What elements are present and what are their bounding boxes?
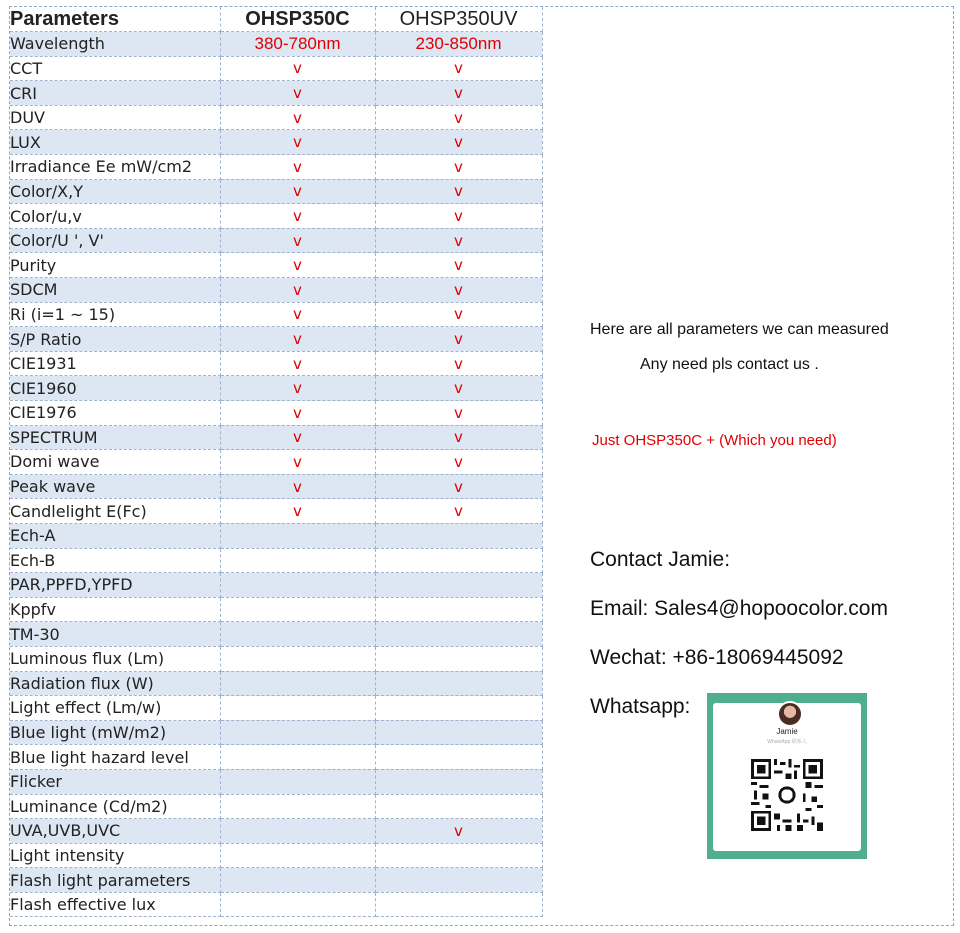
row-label: Blue light hazard level — [10, 745, 220, 770]
row-label: SDCM — [10, 278, 220, 303]
ohsp350c-mark — [220, 819, 375, 844]
ohsp350c-mark: v — [220, 401, 375, 426]
ohsp350uv-mark — [375, 646, 542, 671]
ohsp350uv-mark — [375, 892, 542, 917]
qr-contact-name: Jamie — [776, 727, 798, 736]
table-row — [10, 155, 542, 180]
row-label: Purity — [10, 253, 220, 278]
ohsp350c-mark — [220, 573, 375, 598]
ohsp350c-mark — [220, 548, 375, 573]
row-label: Light intensity — [10, 843, 220, 868]
table-row — [10, 499, 542, 524]
row-label: UVA,UVB,UVC — [10, 819, 220, 844]
ohsp350c-mark: v — [220, 179, 375, 204]
contact-heading: Contact Jamie: — [590, 548, 731, 571]
ohsp350uv-mark — [375, 523, 542, 548]
wavelength-ohsp350uv: 230-850nm — [375, 32, 542, 57]
ohsp350uv-mark: v — [375, 179, 542, 204]
ohsp350c-mark — [220, 745, 375, 770]
table-row — [10, 794, 542, 819]
table-row — [10, 892, 542, 917]
table-header-row — [10, 7, 542, 32]
ohsp350uv-mark: v — [375, 56, 542, 81]
table-row — [10, 548, 542, 573]
row-label: CRI — [10, 81, 220, 106]
ohsp350c-mark — [220, 769, 375, 794]
whatsapp-label: Whatsapp: — [590, 695, 691, 718]
row-label: Flicker — [10, 769, 220, 794]
ohsp350c-mark — [220, 671, 375, 696]
ohsp350c-mark — [220, 843, 375, 868]
table-row — [10, 646, 542, 671]
ohsp350uv-mark — [375, 671, 542, 696]
table-row — [10, 622, 542, 647]
row-label: Light effect (Lm/w) — [10, 696, 220, 721]
table-row — [10, 327, 542, 352]
row-label: TM-30 — [10, 622, 220, 647]
table-row — [10, 401, 542, 426]
table-row — [10, 523, 542, 548]
all-parameters-note: Here are all parameters we can measured — [590, 321, 889, 338]
table-row — [10, 720, 542, 745]
row-label: Radiation flux (W) — [10, 671, 220, 696]
row-label: Blue light (mW/m2) — [10, 720, 220, 745]
whatsapp-qr-card[interactable] — [707, 693, 867, 859]
table-row — [10, 671, 542, 696]
table-row — [10, 179, 542, 204]
ohsp350uv-mark: v — [375, 228, 542, 253]
table-row — [10, 105, 542, 130]
qr-card-inner — [713, 703, 861, 851]
ohsp350uv-mark — [375, 720, 542, 745]
ohsp350c-mark — [220, 646, 375, 671]
contact-us-note: Any need pls contact us . — [640, 356, 819, 373]
table-row — [10, 769, 542, 794]
ohsp350c-mark: v — [220, 376, 375, 401]
ohsp350uv-mark: v — [375, 278, 542, 303]
ohsp350uv-mark — [375, 696, 542, 721]
row-label: Kppfv — [10, 597, 220, 622]
table-row — [10, 597, 542, 622]
ohsp350uv-mark: v — [375, 401, 542, 426]
row-label: S/P Ratio — [10, 327, 220, 352]
table-row — [10, 425, 542, 450]
qr-contact-subtitle: WhatsApp 联系人 — [767, 739, 807, 745]
row-label: Flash effective lux — [10, 892, 220, 917]
table-row — [10, 376, 542, 401]
table-row — [10, 81, 542, 106]
wavelength-ohsp350c: 380-780nm — [220, 32, 375, 57]
ohsp350c-mark: v — [220, 327, 375, 352]
header-ohsp350c: OHSP350C — [220, 7, 375, 32]
ohsp350c-mark — [220, 868, 375, 893]
ohsp350uv-mark: v — [375, 81, 542, 106]
ohsp350uv-mark: v — [375, 253, 542, 278]
ohsp350uv-mark: v — [375, 376, 542, 401]
ohsp350uv-mark — [375, 622, 542, 647]
ohsp350uv-mark — [375, 868, 542, 893]
ohsp350uv-mark — [375, 548, 542, 573]
ohsp350uv-mark: v — [375, 474, 542, 499]
wavelength-row — [10, 32, 542, 57]
row-label: LUX — [10, 130, 220, 155]
ohsp350uv-mark — [375, 597, 542, 622]
ohsp350c-mark — [220, 696, 375, 721]
row-label: Wavelength — [10, 32, 220, 57]
row-label: CCT — [10, 56, 220, 81]
ohsp350c-mark: v — [220, 130, 375, 155]
header-parameters: Parameters — [10, 7, 220, 32]
table-row — [10, 573, 542, 598]
table-row — [10, 696, 542, 721]
ohsp350c-mark: v — [220, 105, 375, 130]
ohsp350uv-mark: v — [375, 450, 542, 475]
table-row — [10, 302, 542, 327]
row-label: Luminance (Cd/m2) — [10, 794, 220, 819]
ohsp350c-mark — [220, 597, 375, 622]
row-label: PAR,PPFD,YPFD — [10, 573, 220, 598]
table-row — [10, 351, 542, 376]
ohsp350c-mark: v — [220, 474, 375, 499]
ohsp350c-mark — [220, 622, 375, 647]
ohsp350uv-mark — [375, 794, 542, 819]
table-row — [10, 204, 542, 229]
ohsp350c-mark: v — [220, 425, 375, 450]
ohsp350c-mark: v — [220, 155, 375, 180]
row-label: Flash light parameters — [10, 868, 220, 893]
row-label: Color/X,Y — [10, 179, 220, 204]
email-line[interactable]: Email: Sales4@hopoocolor.com — [590, 597, 888, 620]
parameters-table — [10, 7, 543, 917]
ohsp350c-mark: v — [220, 450, 375, 475]
row-label: CIE1931 — [10, 351, 220, 376]
ohsp350uv-mark — [375, 843, 542, 868]
table-row — [10, 253, 542, 278]
row-label: Ech-B — [10, 548, 220, 573]
table-row — [10, 819, 542, 844]
ohsp350c-mark: v — [220, 278, 375, 303]
row-label: Ech-A — [10, 523, 220, 548]
ohsp350uv-mark: v — [375, 425, 542, 450]
avatar — [777, 701, 803, 727]
row-label: SPECTRUM — [10, 425, 220, 450]
ohsp350c-mark — [220, 720, 375, 745]
ohsp350uv-mark: v — [375, 105, 542, 130]
ohsp350c-mark — [220, 892, 375, 917]
ohsp350uv-mark: v — [375, 499, 542, 524]
row-label: Color/U ', V' — [10, 228, 220, 253]
table-row — [10, 450, 542, 475]
row-label: Candlelight E(Fc) — [10, 499, 220, 524]
ohsp350uv-mark — [375, 745, 542, 770]
row-label: Domi wave — [10, 450, 220, 475]
table-row — [10, 228, 542, 253]
table-row — [10, 474, 542, 499]
table-row — [10, 868, 542, 893]
ohsp350uv-mark: v — [375, 351, 542, 376]
row-label: CIE1976 — [10, 401, 220, 426]
ohsp350c-mark: v — [220, 56, 375, 81]
row-label: Luminous flux (Lm) — [10, 646, 220, 671]
ohsp350uv-mark: v — [375, 327, 542, 352]
table-row — [10, 278, 542, 303]
ohsp350uv-mark: v — [375, 130, 542, 155]
ohsp350c-mark: v — [220, 499, 375, 524]
ohsp350uv-mark: v — [375, 819, 542, 844]
row-label: Color/u,v — [10, 204, 220, 229]
wechat-line: Wechat: +86-18069445092 — [590, 646, 844, 669]
table-row — [10, 130, 542, 155]
ohsp350c-mark: v — [220, 204, 375, 229]
row-label: DUV — [10, 105, 220, 130]
row-label: CIE1960 — [10, 376, 220, 401]
ohsp350c-mark: v — [220, 253, 375, 278]
table-row — [10, 843, 542, 868]
row-label: Irradiance Ee mW/cm2 — [10, 155, 220, 180]
ohsp350uv-mark — [375, 573, 542, 598]
recommendation-note: Just OHSP350C + (Which you need) — [592, 432, 837, 449]
ohsp350uv-mark — [375, 769, 542, 794]
ohsp350uv-mark: v — [375, 302, 542, 327]
qr-code-icon — [751, 759, 823, 831]
header-ohsp350uv: OHSP350UV — [375, 7, 542, 32]
ohsp350c-mark: v — [220, 81, 375, 106]
ohsp350c-mark — [220, 794, 375, 819]
ohsp350c-mark: v — [220, 228, 375, 253]
ohsp350uv-mark: v — [375, 155, 542, 180]
ohsp350c-mark: v — [220, 351, 375, 376]
ohsp350uv-mark: v — [375, 204, 542, 229]
row-label: Ri (i=1 ~ 15) — [10, 302, 220, 327]
table-row — [10, 56, 542, 81]
ohsp350c-mark — [220, 523, 375, 548]
row-label: Peak wave — [10, 474, 220, 499]
ohsp350c-mark: v — [220, 302, 375, 327]
table-row — [10, 745, 542, 770]
